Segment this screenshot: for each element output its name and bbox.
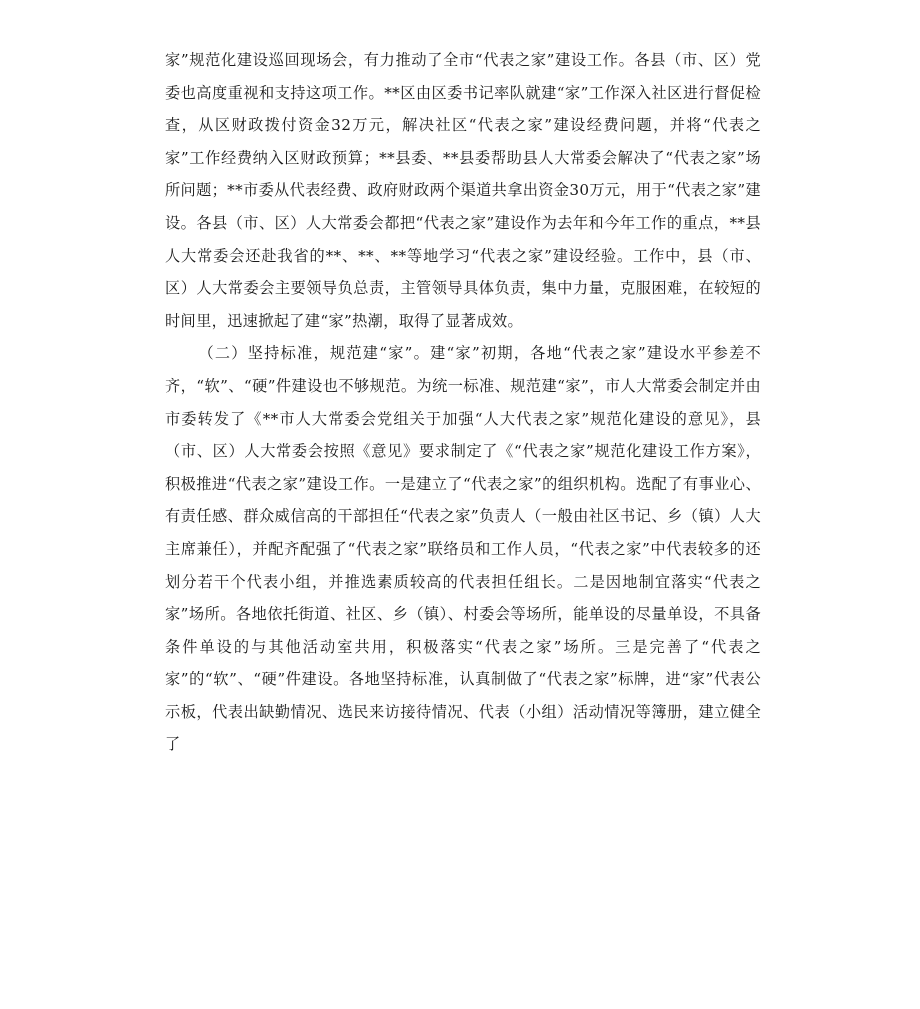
paragraph-continuation: 家”规范化建设巡回现场会，有力推动了全市“代表之家”建设工作。各县（市、区）党委也高度重视和支持这项工作。**区由区委书记率队就建“家”工作深入社区进行督促检查，从区财政拨付资金32万元，解决社区“代表之家”建设经费问题，并将“代表之家”工作经费纳入区财政预算；**县委、**县委帮助县人大常委会解决了“代表之家”场所问题；**市委从代表经费、政府财政两个渠道共拿出资金30万元，用于“代表之家”建设。各县（市、区）人大常委会都把“代表之家”建设作为去年和今年工作的重点，**县人大常委会还赴我省的**、**、**等地学习“代表之家”建设经验。工作中，县（市、区）人大常委会主要领导负总责，主管领导具体负责，集中力量，克服困难，在较短的时间里，迅速掀起了建“家”热潮，取得了显著成效。 <box>165 51 761 330</box>
paragraph-section-two: （二）坚持标准，规范建“家”。建“家”初期，各地“代表之家”建设水平参差不齐，“软”、“硬”件建设也不够规范。为统一标准、规范建“家”，市人大常委会制定并由市委转发了《**市人大常委会党组关于加强“人大代表之家”规范化建设的意见》，县（市、区）人大常委会按照《意见》要求制定了《“代表之家”规范化建设工作方案》，积极推进“代表之家”建设工作。一是建立了“代表之家”的组织机构。选配了有事业心、有责任感、群众威信高的干部担任“代表之家”负责人（一般由社区书记、乡（镇）人大主席兼任），并配齐配强了“代表之家”联络员和工作人员，“代表之家”中代表较多的还划分若干个代表小组，并推选素质较高的代表担任组长。二是因地制宜落实“代表之家”场所。各地依托街道、社区、乡（镇）、村委会等场所，能单设的尽量单设，不具备条件单设的与其他活动室共用，积极落实“代表之家”场所。三是完善了“代表之家”的“软”、“硬”件建设。各地坚持标准，认真制做了“代表之家”标牌，进“家”代表公示板，代表出缺勤情况、选民来访接待情况、代表（小组）活动情况等簿册，建立健全了 <box>165 344 761 754</box>
document-page <box>165 44 761 761</box>
